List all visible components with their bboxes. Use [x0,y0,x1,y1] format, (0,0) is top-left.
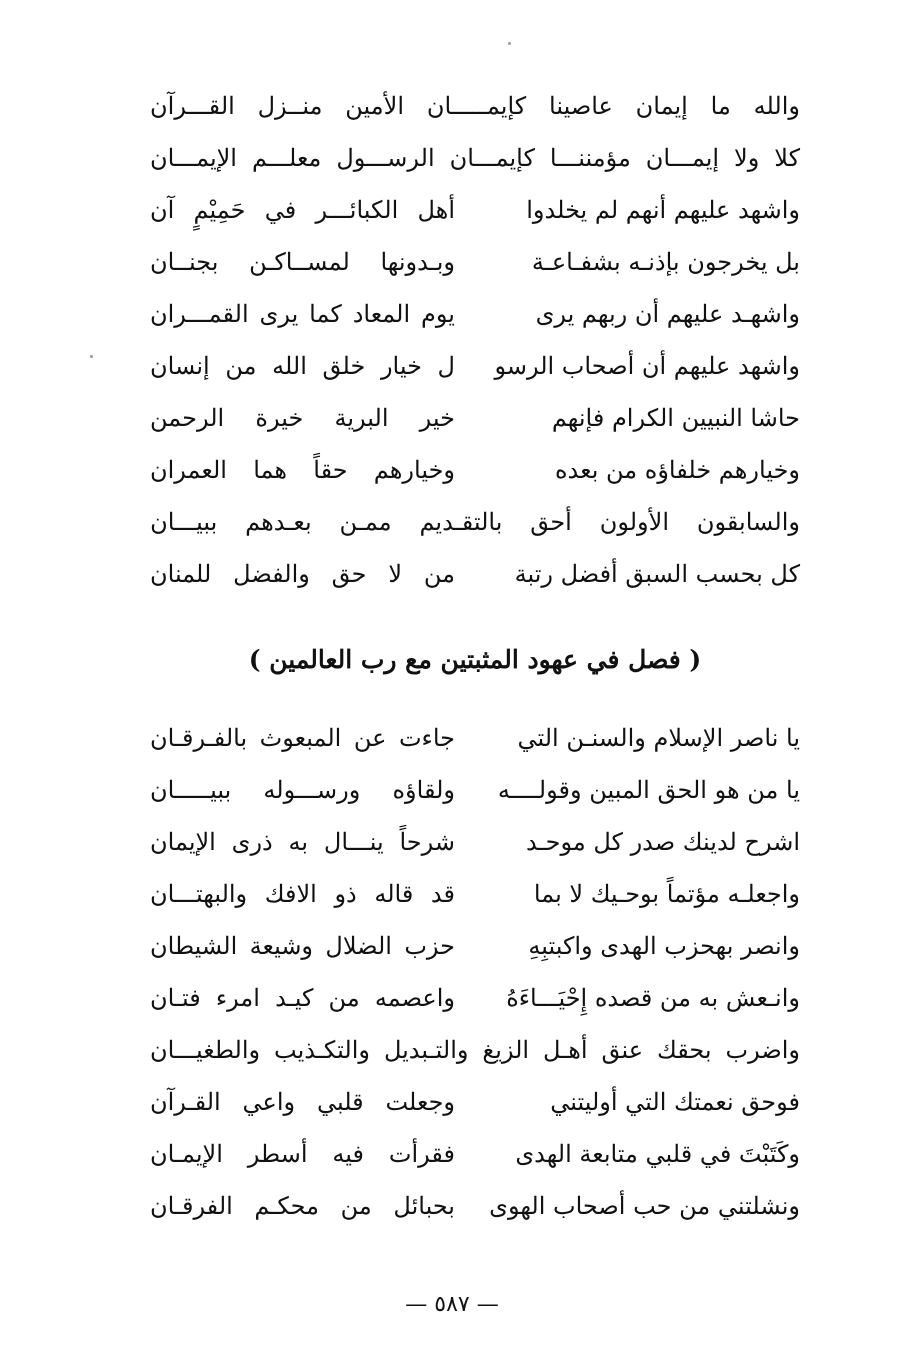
second-hemistich: فقرأت فيه أسطر الإيمـان [150,1140,455,1168]
verse-word: ببيـــان [150,508,218,536]
first-hemistich: يا من هو الحق المبين وقولــــه [497,776,800,804]
first-hemistich: يا ناصر الإسلام والسنـن التي [517,724,800,752]
verse-word: مؤمننـــا [549,144,631,172]
verse-word: معلـــم [251,144,322,172]
first-hemistich: واشهـد عليهم أن ربهم يرى [535,300,800,328]
verse-word: عنق [601,1036,644,1064]
verse-word: منــزل [257,92,323,120]
verse-line [150,392,800,444]
verse-word: والسابقون [696,508,800,536]
verse-line [150,444,800,496]
verse-line [150,184,800,236]
poem-section-1 [150,80,800,600]
first-hemistich: كل بحسب السبق أفضل رتبة [514,560,800,588]
section-heading: ( فصل في عهود المثبتين مع رب العالمين ) [248,645,702,674]
second-hemistich: يوم المعاد كما يرى القمـــران [150,300,455,328]
verse-word: واضرب [725,1036,800,1064]
verse-word: والتكـذيب [274,1036,370,1064]
verse-word: الأمين [345,92,404,120]
second-hemistich: خير البرية خيرة الرحمن [150,404,455,432]
verse-word: الأولون [599,508,669,536]
verse-line-full [150,1024,800,1076]
first-hemistich: حاشا النبيين الكرام فإنهم [551,404,800,432]
verse-line [150,1180,800,1232]
verse-word: الزيغ [482,1036,530,1064]
first-hemistich: واجعلـه مؤتماً بوحـيك لا بما [533,880,800,908]
second-hemistich: قد قاله ذو الافك والبهتـــان [150,880,455,908]
verse-word: بالتقـديم [419,508,503,536]
first-hemistich: اشرح لدينك صدر كل موحـد [526,828,800,856]
verse-word: بعـدهم [245,508,312,536]
second-hemistich: وجعلت قلبي واعي القـرآن [150,1088,455,1116]
verse-line [150,712,800,764]
verse-word: إيمـــان [645,144,720,172]
second-hemistich: ولقاؤه ورســـوله ببيـــــان [150,776,455,804]
verse-word: أهـل [543,1036,588,1064]
verse-word: إيمان [635,92,688,120]
verse-word: كإيمـــان [449,144,535,172]
verse-line [150,1076,800,1128]
first-hemistich: وانـعش به من قصده إِحْيَـــاءَهُ [506,984,800,1012]
verse-word: أحق [530,508,572,536]
verse-line [150,548,800,600]
verse-word: ممـن [339,508,392,536]
poem-section-2 [150,712,800,1232]
verse-line [150,236,800,288]
verse-word: القـــرآن [150,92,235,120]
verse-line [150,1128,800,1180]
first-hemistich: فوحق نعمتك التي أوليتني [550,1088,800,1116]
speck [90,355,93,358]
verse-line [150,920,800,972]
verse-word: كإيمـــــان [426,92,527,120]
first-hemistich: وخيارهم خلفاؤه من بعده [554,456,800,484]
verse-line [150,340,800,392]
first-hemistich: واشهد عليهم أن أصحاب الرسو [494,352,800,380]
verse-line [150,868,800,920]
second-hemistich: أهل الكبائـــر في حَمِيْمٍ آن [150,196,455,224]
verse-word: كلا [774,144,800,172]
verse-line-full [150,80,800,132]
verse-line [150,288,800,340]
first-hemistich: وكَتَبْتَ في قلبي متابعة الهدى [515,1140,800,1168]
second-hemistich: حزب الضلال وشيعة الشيطان [150,932,455,960]
speck [508,42,511,45]
second-hemistich: وخيارهم حقاً هما العمران [150,456,455,484]
verse-word: والطغيـــان [150,1036,261,1064]
verse-word: والتـبديل [383,1036,469,1064]
verse-line [150,764,800,816]
verse-word: ما [710,92,731,120]
verse-line [150,972,800,1024]
first-hemistich: وانصر بهحزب الهدى واكبتبِهِ [528,932,800,960]
second-hemistich: وبـدونها لمســاكـن بجنــان [150,248,455,276]
verse-word: الإيمـــان [150,144,237,172]
first-hemistich: بل يخرجون بإذنـه بشفـاعـة [531,248,800,276]
second-hemistich: بحبائل من محكـم الفرقـان [150,1192,455,1220]
verse-word: بحقك [657,1036,712,1064]
verse-line-full [150,496,800,548]
first-hemistich: واشهد عليهم أنهم لم يخلدوا [526,196,800,224]
verse-line-full [150,132,800,184]
verse-word: عاصينا [549,92,613,120]
first-hemistich: ونشلتني من حب أصحاب الهوى [489,1192,800,1220]
second-hemistich: واعصمه من كيـد امرء فتـان [150,984,455,1012]
verse-word: والله [753,92,800,120]
verse-line [150,816,800,868]
second-hemistich: من لا حق والفضل للمنان [150,560,455,588]
second-hemistich: ل خيار خلق الله من إنسان [150,352,455,380]
verse-word: الرســـول [336,144,435,172]
verse-word: ولا [734,144,760,172]
page-number: — ٥٨٧ — [405,1292,499,1317]
second-hemistich: جاءت عن المبعوث بالفـرقـان [150,724,455,752]
second-hemistich: شرحاً ينـــال به ذرى الإيمان [150,828,455,856]
